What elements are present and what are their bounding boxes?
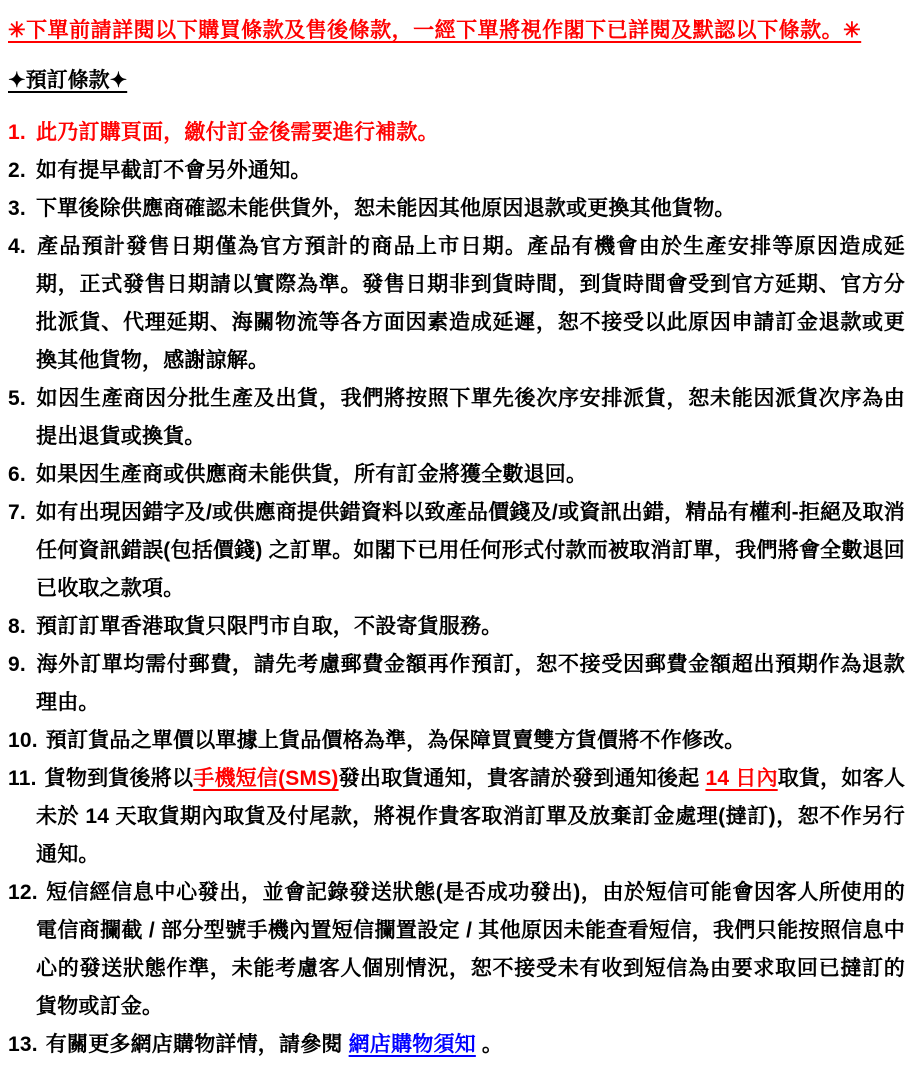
term-text	[36, 235, 905, 372]
plain-text: 如因生產商因分批生產及出貨，我們將按照下單先後次序安排派貨，恕未能因派貨次序為由提出退貨或換貨。	[36, 387, 905, 448]
term-number: 10.	[8, 729, 38, 752]
term-item	[8, 190, 905, 228]
term-text	[36, 463, 587, 486]
term-text	[46, 729, 746, 752]
highlighted-text: 14 日內	[705, 767, 778, 790]
plain-text: 下單後除供應商確認未能供貨外，恕未能因其他原因退款或更換其他貨物。	[36, 197, 736, 220]
term-number: 2.	[8, 159, 26, 182]
plain-text: 產品預計發售日期僅為官方預計的商品上市日期。產品有機會由於生產安排等原因造成延期，正式發售日期請以實際為準。發售日期非到貨時間，到貨時間會受到官方延期、官方分批派貨、代理延期、海關物流等各方面因素造成延遲，恕不接受以此原因申請訂金退款或更換其他貨物，感謝諒解。	[36, 235, 905, 372]
plain-text: 有關更多網店購物詳情，請參閱	[45, 1033, 349, 1056]
terms-list	[8, 114, 905, 1064]
term-item	[8, 1026, 905, 1064]
term-number: 5.	[8, 387, 26, 410]
term-number: 9.	[8, 653, 26, 676]
plain-text: 。	[475, 1033, 504, 1056]
term-text	[36, 387, 905, 448]
term-text	[36, 501, 905, 600]
plain-text: 發出取貨通知，貴客請於發到通知後起	[338, 767, 706, 790]
term-item	[8, 456, 905, 494]
term-number: 4.	[8, 235, 26, 258]
term-text	[36, 159, 312, 182]
plain-text: 此乃訂購頁面，繳付訂金後需要進行補款。	[36, 121, 439, 144]
plain-text: 短信經信息中心發出，並會記錄發送狀態(是否成功發出)，由於短信可能會因客人所使用的電信商攔截 / 部分型號手機內置短信攔置設定 / 其他原因未能查看短信，我們只能按照信息中心的發送狀態作準，未能考慮客人個別情況，恕不接受未有收到短信為由要求取回已撻訂的貨物或訂金。	[36, 881, 905, 1018]
term-item	[8, 760, 905, 874]
term-number: 3.	[8, 197, 26, 220]
highlighted-text: 手機短信(SMS)	[193, 767, 339, 790]
term-text	[36, 197, 736, 220]
purchase-notice-banner: ✳下單前請詳閱以下購買條款及售後條款，一經下單將視作閣下已詳閱及默認以下條款。✳	[8, 19, 862, 42]
term-text	[46, 1033, 503, 1056]
term-item	[8, 608, 905, 646]
preorder-terms-title: ✦預訂條款✦	[8, 69, 128, 92]
term-item	[8, 494, 905, 608]
term-item	[8, 722, 905, 760]
term-number: 7.	[8, 501, 26, 524]
term-number: 1.	[8, 121, 26, 144]
plain-text: 如果因生產商或供應商未能供貨，所有訂金將獲全數退回。	[36, 463, 588, 486]
term-item	[8, 874, 905, 1026]
plain-text: 如有出現因錯字及/或供應商提供錯資料以致產品價錢及/或資訊出錯，精品有權利-拒絕及取消任何資訊錯誤(包括價錢) 之訂單。如閣下已用任何形式付款而被取消訂單，我們將會全數退回已收取之款項。	[36, 501, 905, 600]
term-item	[8, 380, 905, 456]
term-item	[8, 152, 905, 190]
term-number: 6.	[8, 463, 26, 486]
term-text	[36, 615, 502, 638]
term-text	[36, 767, 905, 866]
plain-text: 海外訂單均需付郵費，請先考慮郵費金額再作預訂，恕不接受因郵費金額超出預期作為退款理由。	[36, 653, 905, 714]
term-text	[36, 881, 905, 1018]
store-shopping-guide-link[interactable]: 網店購物須知	[348, 1033, 476, 1056]
plain-text: 如有提早截訂不會另外通知。	[36, 159, 312, 182]
term-number: 11.	[8, 767, 37, 790]
plain-text: 貨物到貨後將以	[44, 767, 194, 790]
term-number: 13.	[8, 1033, 38, 1056]
term-item	[8, 646, 905, 722]
term-number: 8.	[8, 615, 26, 638]
term-item	[8, 228, 905, 380]
term-number: 12.	[8, 881, 38, 904]
term-item	[8, 114, 905, 152]
term-text	[36, 653, 905, 714]
plain-text: 取貨，如客人未於 14 天取貨期內取貨及付尾款，將視作貴客取消訂單及放棄訂金處理(撻訂)，恕不作另行通知。	[36, 767, 906, 866]
plain-text: 預訂貨品之單價以單據上貨品價格為準，為保障買賣雙方貨價將不作修改。	[45, 729, 746, 752]
term-text	[36, 121, 439, 144]
plain-text: 預訂訂單香港取貨只限門市自取，不設寄貨服務。	[36, 615, 503, 638]
